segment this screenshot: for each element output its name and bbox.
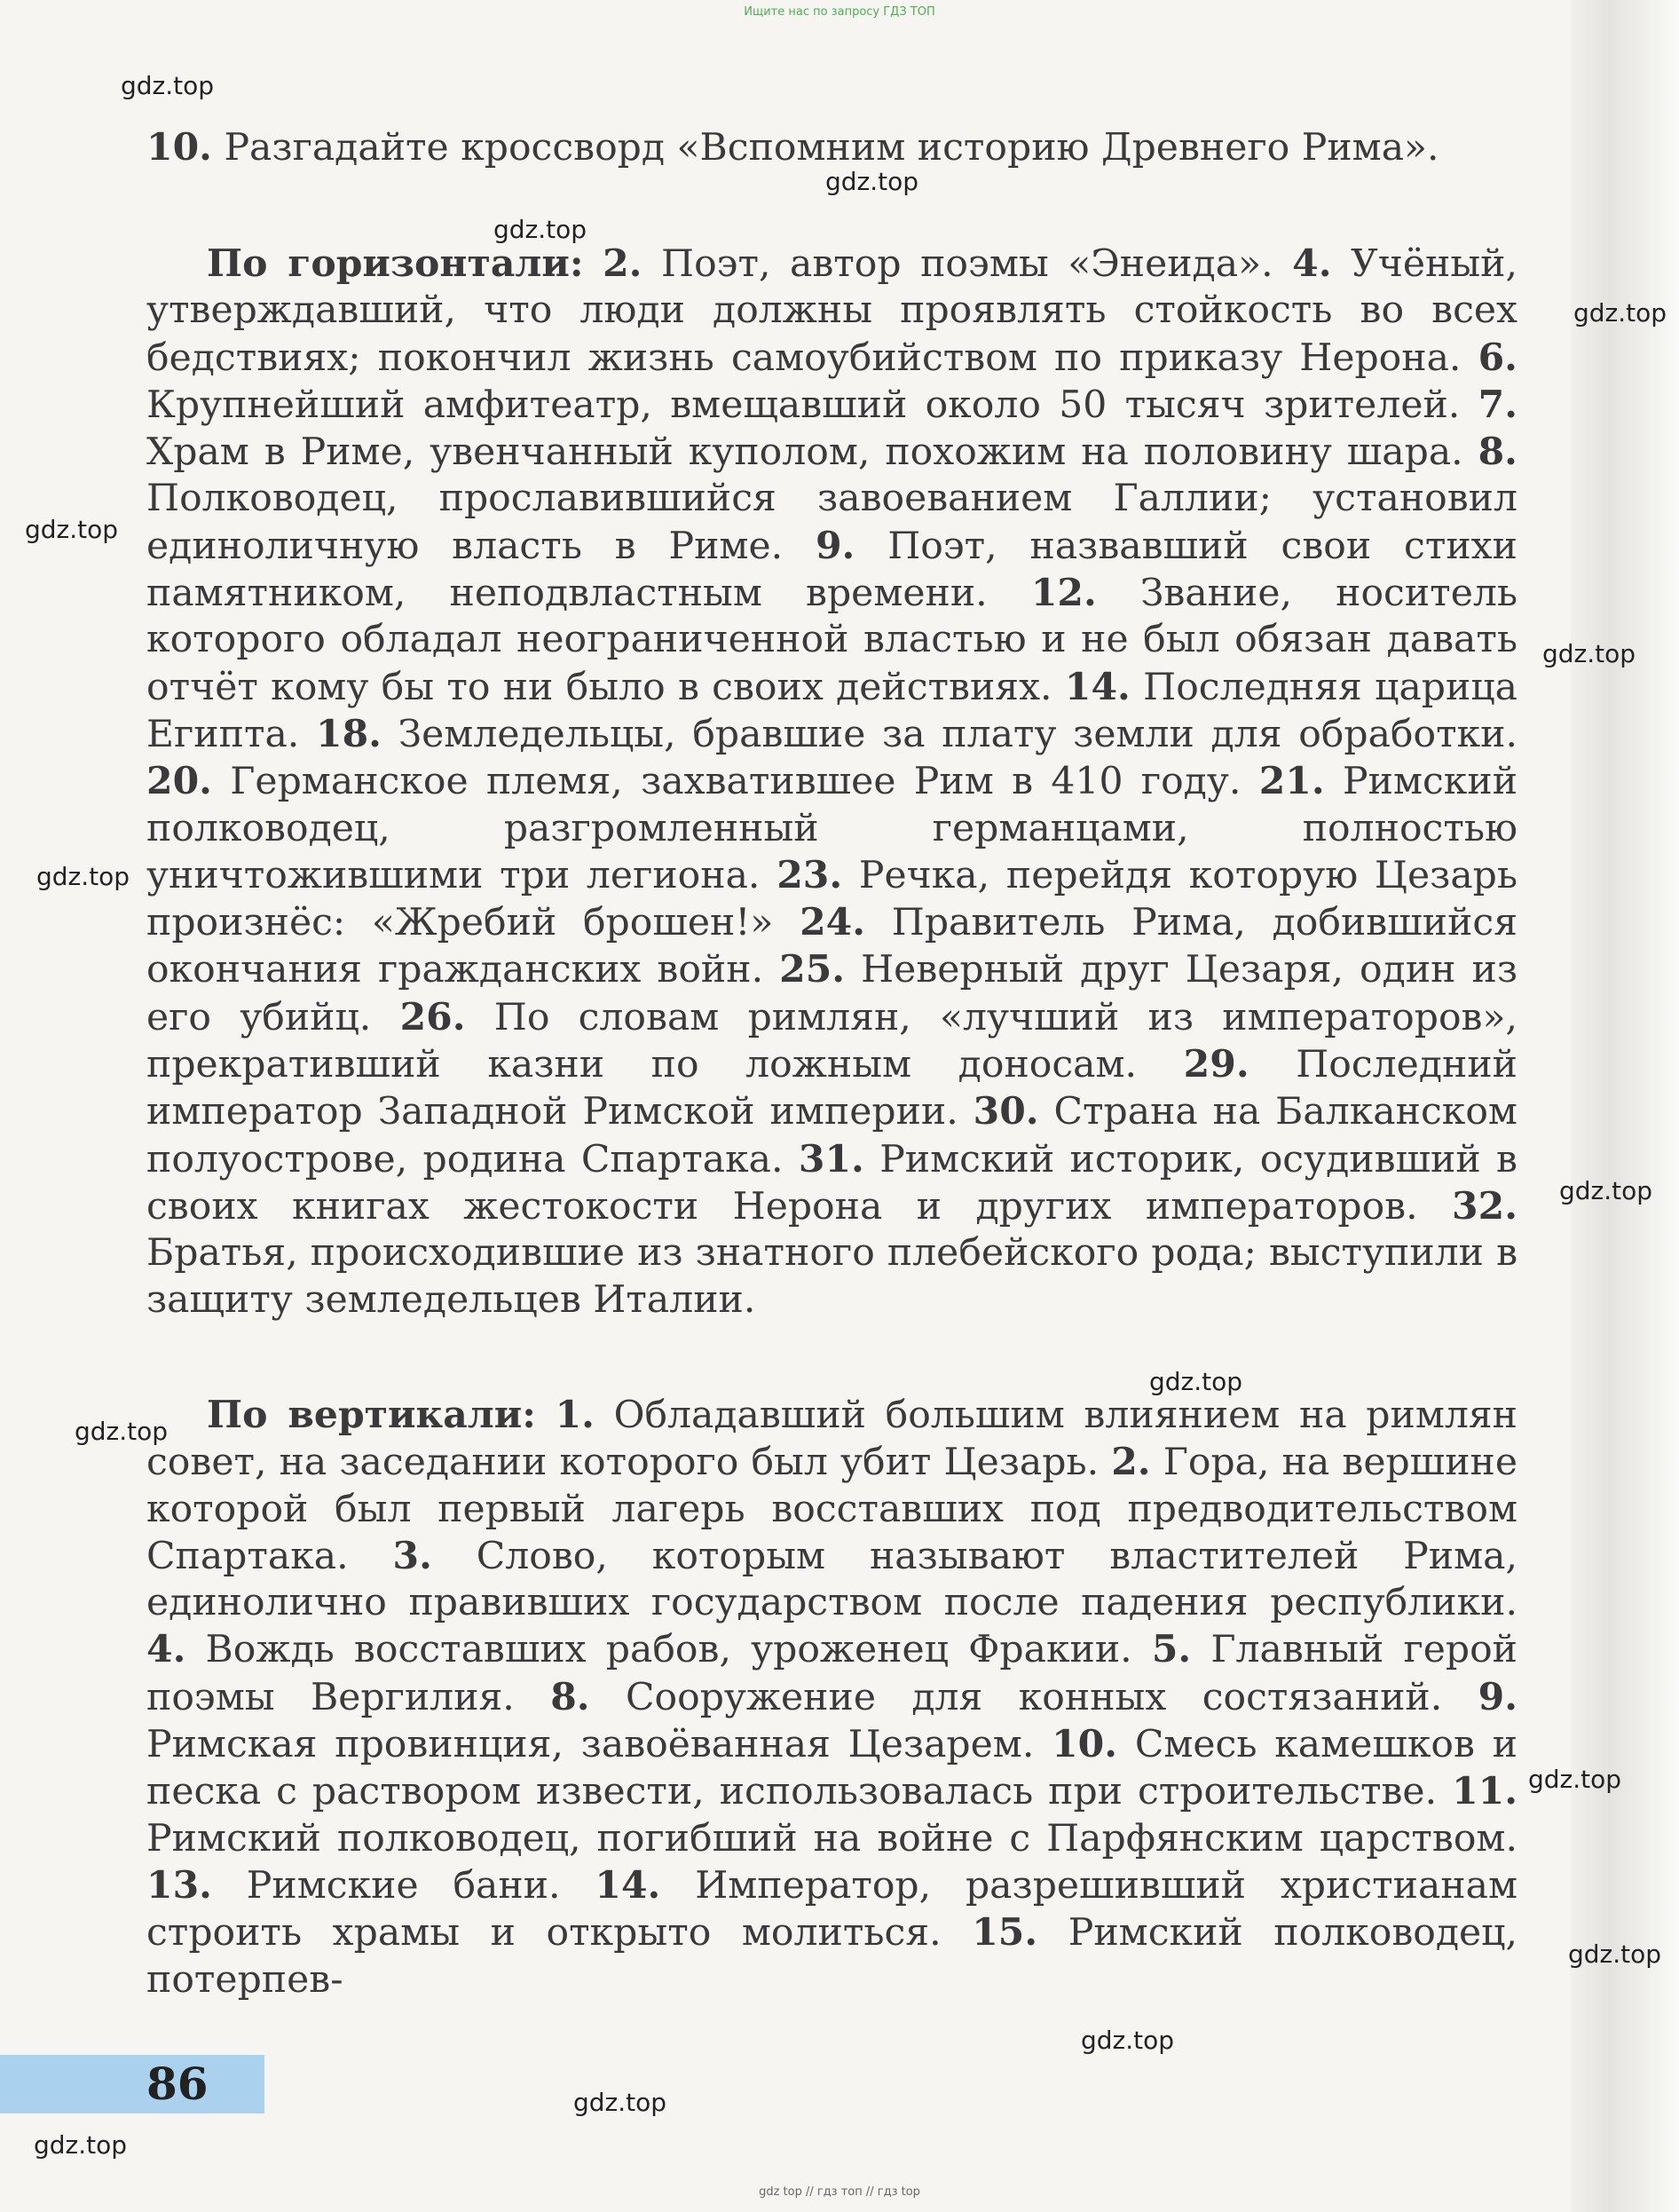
clue-number: 9. — [1478, 1674, 1518, 1719]
clue-text: Поэт, автор поэмы «Энеида». — [661, 242, 1273, 286]
bottom-banner: gdz top // гдз топ // гдз top — [759, 2185, 920, 2199]
clue-text: Крупнейший амфитеатр, вмещавший около 50 тысяч зрителей. — [146, 383, 1461, 427]
clue-text: Полководец, прославившийся завоеванием Галлии; установил единоличную власть в Риме. — [146, 477, 1517, 568]
clue-text: Гора, на вершине которой был первый лагерь восставших под предводительством Спартака. — [146, 1441, 1518, 1578]
clue-number: 10. — [1052, 1722, 1118, 1767]
clue-text: Звание, носитель которого обладал неограниченной властью и не был обязан давать отчёт кому бы то ни было в своих действиях. — [146, 572, 1517, 709]
horizontal-heading: По горизонтали: — [207, 241, 584, 286]
clue-text: Слово, которым называют властителей Рима, единолично правивших государством после падения республики. — [146, 1534, 1518, 1625]
clue-text: Последняя царица Египта. — [146, 665, 1518, 756]
clue-text: Римский полководец, погибший на войне с Парфянским царством. — [146, 1816, 1517, 1860]
clue-number: 8. — [1478, 430, 1517, 475]
clue-text: Правитель Рима, добившийся окончания гражданских войн. — [146, 901, 1518, 992]
clue-number: 12. — [1030, 571, 1097, 616]
clue-text: Римский полководец, разгромленный германцами, полностью уничтожившими три легиона. — [146, 760, 1518, 897]
watermark: gdz.top — [1149, 1367, 1243, 1396]
watermark: gdz.top — [1542, 639, 1636, 668]
page-gutter-shadow — [1571, 0, 1679, 2212]
clue-number: 5. — [1151, 1627, 1192, 1672]
clue-number: 31. — [798, 1136, 864, 1181]
clue-number: 20. — [146, 759, 212, 804]
watermark: gdz.top — [75, 1417, 169, 1446]
watermark: gdz.top — [1081, 2026, 1175, 2055]
task-number: 10. — [146, 125, 212, 170]
top-banner: Ищите нас по запросу ГДЗ ТОП — [744, 5, 935, 19]
clue-text: Обладавший большим влиянием на римлян совет, на заседании которого был убит Цезарь. — [146, 1394, 1518, 1485]
watermark: gdz.top — [34, 2130, 128, 2160]
clue-number: 23. — [776, 852, 843, 897]
page-number: 86 — [146, 2058, 209, 2110]
clue-text: Учёный, утверждавший, что люди должны проявлять стойкость во всех бедствиях; покончил жизнь самоубийством по приказу Нерона. — [146, 242, 1517, 380]
clue-number: 24. — [800, 900, 866, 945]
clue-text: Неверный друг Цезаря, один из его убийц. — [146, 948, 1517, 1039]
clue-number: 11. — [1452, 1769, 1518, 1814]
clue-number: 4. — [146, 1627, 186, 1672]
clue-number: 1. — [555, 1393, 595, 1437]
clue-text: Римский полководец, потерпев- — [146, 1911, 1518, 2002]
clue-text: Земледельцы, бравшие за плату земли для обработки. — [398, 712, 1518, 756]
clue-number: 21. — [1258, 759, 1325, 804]
horizontal-clues — [146, 241, 1517, 1323]
clue-text: По словам римлян, «лучший из императоров», прекративший казни по ложным доносам. — [146, 995, 1517, 1087]
watermark: gdz.top — [825, 167, 919, 196]
clue-number: 4. — [1292, 241, 1332, 286]
clue-text: Вождь восставших рабов, уроженец Фракии. — [205, 1628, 1132, 1672]
page-number-bar — [0, 2055, 264, 2113]
clue-number: 2. — [1111, 1440, 1151, 1485]
clue-number: 29. — [1183, 1042, 1249, 1087]
clue-number: 7. — [1478, 382, 1517, 427]
clue-text: Сооружение для конных состязаний. — [626, 1675, 1443, 1719]
watermark: gdz.top — [1573, 298, 1667, 328]
watermark: gdz.top — [25, 515, 119, 544]
clue-text: Поэт, назвавший свои стихи памятником, неподвластным времени. — [146, 524, 1517, 616]
clue-text: Император, разрешивший христианам строить храмы и открыто молиться. — [146, 1863, 1518, 1955]
vertical-clues — [146, 1392, 1517, 2003]
watermark: gdz.top — [573, 2088, 667, 2117]
clue-number: 14. — [1064, 664, 1131, 709]
watermark: gdz.top — [36, 862, 130, 891]
clue-text: Смесь камешков и песка с раствором извести, использовалась при строительстве. — [146, 1723, 1518, 1814]
clue-number: 2. — [603, 241, 642, 286]
clue-number: 18. — [316, 711, 382, 756]
task-text: Разгадайте кроссворд «Вспомним историю Древнего Рима». — [211, 126, 1439, 170]
clue-text: Римский историк, осудивший в своих книгах жестокости Нерона и других императоров. — [146, 1137, 1517, 1228]
clue-number: 3. — [392, 1533, 432, 1578]
clue-text: Главный герой поэмы Вергилия. — [146, 1628, 1517, 1719]
vertical-heading: По вертикали: — [207, 1393, 536, 1437]
clue-number: 32. — [1452, 1183, 1517, 1228]
clue-number: 14. — [595, 1862, 661, 1908]
clue-text: Страна на Балканском полуострове, родина Спартака. — [146, 1090, 1517, 1181]
clue-text: Последний император Западной Римской империи. — [146, 1043, 1517, 1134]
clue-number: 9. — [815, 523, 855, 568]
watermark: gdz.top — [493, 215, 587, 244]
clue-number: 25. — [779, 947, 846, 992]
watermark: gdz.top — [1559, 1176, 1653, 1205]
clue-number: 26. — [399, 994, 466, 1039]
clue-text: Братья, происходившие из знатного плебейского рода; выступили в защиту земледельцев Италии. — [146, 1231, 1517, 1322]
clue-number: 13. — [146, 1862, 212, 1908]
clue-number: 8. — [550, 1674, 590, 1719]
watermark: gdz.top — [1568, 1939, 1662, 1969]
clue-number: 15. — [972, 1910, 1038, 1955]
task-heading — [146, 124, 1517, 171]
clue-text: Римская провинция, завоёванная Цезарем. — [146, 1723, 1035, 1767]
clue-text: Храм в Риме, увенчанный куполом, похожим на половину шара. — [146, 431, 1463, 475]
clue-text: Речка, перейдя которую Цезарь произнёс: «Жребий брошен!» — [146, 853, 1518, 945]
watermark: gdz.top — [1528, 1765, 1622, 1794]
clue-number: 6. — [1478, 335, 1517, 380]
clue-text: Германское племя, захватившее Рим в 410 году. — [230, 760, 1242, 804]
clue-text: Римские бани. — [246, 1863, 561, 1908]
clue-number: 30. — [973, 1089, 1039, 1134]
watermark: gdz.top — [121, 71, 215, 100]
